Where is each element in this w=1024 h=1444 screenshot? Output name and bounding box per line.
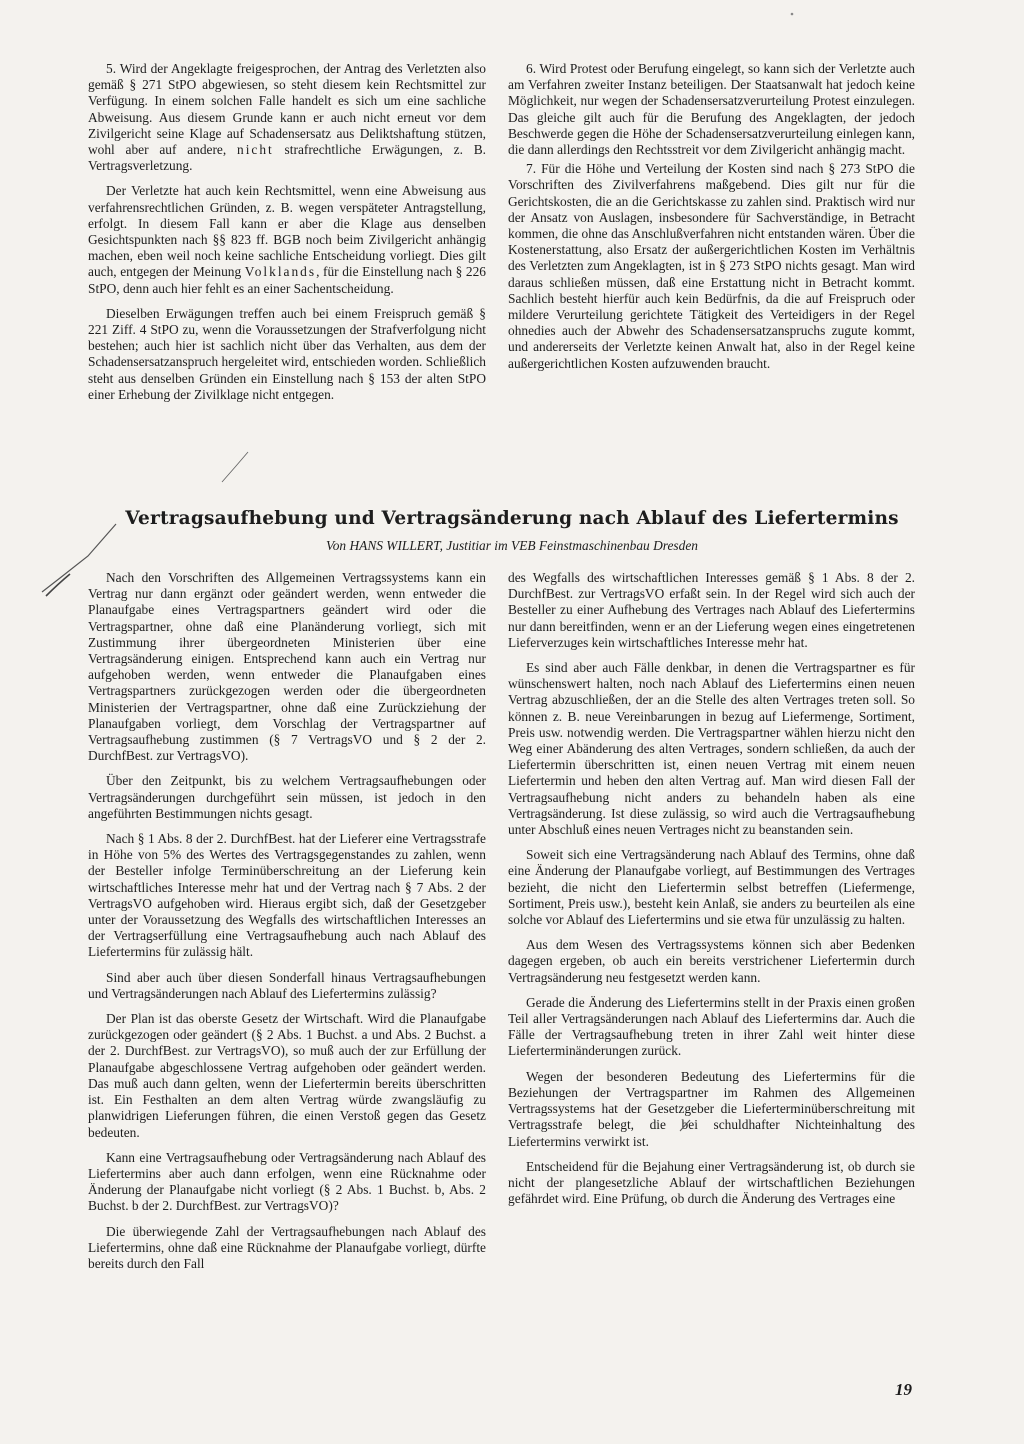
paragraph: Der Plan ist das oberste Gesetz der Wirtschaft. Wird die Planaufgabe zurückgezogen oder geändert (§ 2 Abs. 1 Buchst. a und Abs. 2 Buchst. a der 2. DurchfBest. zur VertragsVO), so muß auch der zur Erfüllung der Planaufgabe abgeschlossene Vertrag aufgehoben oder geändert werden. Das muß auch dann gelten, wenn der Liefertermin bereits überschritten ist. Ein Festhalten an dem alten Vertrag würde zwangsläufig zu planwidrigen Lieferungen führen, die einen Verstoß gegen das Gesetz bedeuten. [88,1011,486,1140]
paragraph: Es sind aber auch Fälle denkbar, in denen die Vertragspartner es für wünschenswert halten, noch nach Ablauf des Liefertermins einen neuen Vertrag abzuschließen, der an die Stelle des alten Vertrages treten soll. So können z. B. neue Vereinbarungen in bezug auf Liefermenge, Sortiment, Preis usw. notwendig werden. Die Vertragspartner wählen hierzu nicht den Weg einer Abänderung des alten Vertrages, sondern schließen, da auch der Liefertermin überschritten ist, einen neuen Vertrag mit einem neuen Liefertermin und heben den alten Vertrag auf. Man wird diesen Fall der Vertragsaufhebung nicht anders zu behandeln haben als eine Vertragsänderung. Ist diese zulässig, so wird auch die Vertragsaufhebung unter Abschluß eines neuen Vertrages nicht zu beanstanden sein. [508,660,915,838]
paragraph: Sind aber auch über diesen Sonderfall hinaus Vertragsaufhebungen und Vertragsänderungen nach Ablauf des Liefertermins zulässig? [88,969,486,1001]
paragraph: Die überwiegende Zahl der Vertragsaufhebungen nach Ablauf des Liefertermins, ohne daß eine Rücknahme der Planaufgabe vorliegt, dürfte bereits durch den Fall [88,1223,486,1271]
paragraph: Dieselben Erwägungen treffen auch bei einem Freispruch gemäß § 221 Ziff. 4 StPO zu, wenn die Voraussetzungen der Strafverfolgung nicht bestehen; auch hier ist sachlich nicht über das Verhalten, aus dem der Schadensersatzanspruch hergeleitet wird, entschieden worden. Schließlich steht aus denselben Gründen ein Einstellung nach § 153 der alten StPO einer Erhebung der Zivilklage nicht entgegen. [88,305,486,402]
top-left-column [88,61,486,412]
paragraph: 6. Wird Protest oder Berufung eingelegt, so kann sich der Verletzte auch am Verfahren zweiter Instanz beteiligen. Der Staatsanwalt hat jedoch keine Möglichkeit, nur wegen der Schadensersatzverurteilung Protest einzulegen. Das gleiche gilt auch für die Berufung des Angeklagten, der jedoch Beschwerde gegen die Höhe der Schadensersatzverurteilung einlegen kann, die dann allerdings den Rechtsstreit vor dem Zivilgericht anhängig macht. [508,61,915,158]
paragraph: 7. Für die Höhe und Verteilung der Kosten sind nach § 273 StPO die Vorschriften des Zivilverfahrens maßgebend. Dies gilt nur für die Gerichtskosten, die an die Gerichtskasse zu zahlen sind. Praktisch wird nur der Ansatz von Auslagen, insbesondere für Sachverständige, in Betracht kommen, die ohne das Anschlußverfahren nicht entstanden wären. Über die Kostenerstattung, also Ersatz der außergerichtlichen Kosten im Verhältnis des Verletzten zum Angeklagten, ist in § 273 StPO nichts gesagt. Man wird daraus schließen müssen, daß eine Erstattung nicht in Betracht kommt. Sachlich besteht hierfür auch kein Bedürfnis, da die auf Freispruch oder mildere Verurteilung gerichtete Tätigkeit des Verteidigers in der Regel ohnedies auch der Abwehr des Schadensersatzanspruchs zugute kommt, und andererseits der Verletzte keinen Anwalt hat, also in der Regel keine außergerichtlichen Kosten aufzuwenden braucht. [508,161,915,371]
paragraph: 5. Wird der Angeklagte freigesprochen, der Antrag des Verletzten also gemäß § 271 StPO abgewiesen, so steht diesem kein Rechtsmittel zur Verfügung. In einem solchen Falle handelt es sich um eine sachliche Abweisung. Aus diesem Grunde kann er auch nicht erneut vor dem Zivilgericht seine Klage auf Schadensersatz aus Deliktshaftung stützen, wohl aber auf andere, nicht strafrechtliche Erwägungen, z. B. Vertragsverletzung. [88,61,486,174]
speck [791,13,794,16]
spaced-word: nicht [237,142,274,158]
pencil-stroke [222,452,248,482]
paragraph: Der Verletzte hat auch kein Rechtsmittel, wenn eine Abweisung aus verfahrensrechtlichen Gründen, z. B. wegen verspäteter Antragstellung, erfolgt. In diesem Fall kann er aber die Klage aus denselben Gesichtspunkten nach §§ 823 ff. BGB noch beim Zivilgericht anhängig machen, eben weil noch keine sachliche Entscheidung vorliegt. Dies gilt auch, entgegen der Meinung Volklands, für die Einstellung nach § 226 StPO, denn auch hier fehlt es an einer Sachentscheidung. [88,183,486,296]
top-right-column [508,61,915,381]
paragraph: Soweit sich eine Vertragsänderung nach Ablauf des Termins, ohne daß eine Änderung der Planaufgabe vorliegt, auf Bestimmungen des Vertrages bezieht, die nicht den Liefertermin selbst betreffen (Liefermenge, Sortiment, Preis usw.), besteht kein Anlaß, sie anders zu beurteilen als eine solche vor Ablauf des Liefertermins und sie etwa für unzulässig zu halten. [508,847,915,928]
paragraph: Kann eine Vertragsaufhebung oder Vertragsänderung nach Ablauf des Liefertermins aber auch dann erfolgen, wenn eine Rücknahme oder Änderung der Planaufgabe nicht vorliegt (§ 2 Abs. 1 Buchst. b, Abs. 2 Buchst. b der 2. DurchfBest. zur VertragsVO)? [88,1149,486,1214]
paragraph: Nach den Vorschriften des Allgemeinen Vertragssystems kann ein Vertrag nur dann ergänzt oder geändert werden, wenn entweder die Planaufgabe eines Vertragspartners geändert wird oder die Vertragspartner, ohne daß eine Planänderung vorliegt, sich mit Zustimmung ihrer übergeordneten Ministerien über eine Vertragsänderung einigen. Entsprechend kann auch ein Vertrag nur aufgehoben werden, wenn entweder die Planaufgaben eines Vertragspartners zurückgezogen werden oder die übergeordneten Ministerien der Vertragspartner, ohne daß eine Zurückziehung der Planaufgaben vorliegt, dem Vorschlag der Vertragspartner auf Vertragsaufhebung zustimmen (§ 7 VertragsVO und § 2 der 2. DurchfBest. zur VertragsVO). [88,570,486,764]
paragraph: Aus dem Wesen des Vertragssystems können sich aber Bedenken dagegen ergeben, ob auch ein bereits verstrichener Liefertermin durch Vertragsänderung neu festgesetzt werden kann. [508,937,915,985]
pencil-hook [46,574,70,596]
paragraph: Wegen der besonderen Bedeutung des Liefertermins für die Beziehungen der Vertragspartner im Rahmen des Allgemeinen Vertragssystems hat der Gesetzgeber die Lieferterminüberschreitung mit Vertragsstrafe belegt, die bei schuldhafter Nichteinhaltung des Liefertermins verwirkt ist. [508,1068,915,1149]
article-byline: Von HANS WILLERT, Justitiar im VEB Feinstmaschinenbau Dresden [326,538,698,553]
paragraph: Nach § 1 Abs. 8 der 2. DurchfBest. hat der Lieferer eine Vertragsstrafe in Höhe von 5% des Wertes des Vertragsgegenstandes zu zahlen, wenn der Besteller infolge Terminüberschreitung an der Lieferung kein wirtschaftliches Interesse mehr hat und der Vertrag nach § 7 Abs. 2 der VertragsVO aufgehoben wird. Hieraus ergibt sich, daß der Gesetzgeber unter der Voraussetzung des Wegfalls des wirtschaftlichen Interesses an der Vertragserfüllung eine Vertragsaufhebung auch nach Ablauf des Liefertermins für zulässig hält. [88,831,486,960]
spaced-word: Volklands [244,264,317,280]
paragraph: des Wegfalls des wirtschaftlichen Interesses gemäß § 1 Abs. 8 der 2. DurchfBest. zur VertragsVO erfaßt sein. In der Regel wird sich auch der Besteller zu einer Aufhebung des Vertrages nach Ablauf des Liefertermins nur dann bereitfinden, wenn er an der Lieferung wegen eines eingetretenen Lieferverzuges kein wirtschaftliches Interesse mehr hat. [508,570,915,650]
paragraph: Entscheidend für die Bejahung einer Vertragsänderung ist, ob durch sie nicht der plangesetzliche Ablauf der wirtschaftlichen Beziehungen gefährdet wird. Eine Prüfung, ob durch die Änderung des Vertrages eine [508,1158,915,1207]
article-right-column [508,570,915,1216]
paragraph: Gerade die Änderung des Liefertermins stellt in der Praxis einen großen Teil aller Vertragsänderungen nach Ablauf des Liefertermins dar. Auch die Fälle der Vertragsaufhebung treten in ihrer Zahl weit hinter diese Lieferterminänderungen zurück. [508,994,915,1059]
article-left-column [88,570,486,1281]
page-number: 19 [895,1380,912,1399]
article-title: Vertragsaufhebung und Vertragsänderung nach Ablauf des Liefertermins [125,508,899,529]
paragraph: Über den Zeitpunkt, bis zu welchem Vertragsaufhebungen oder Vertragsänderungen durchgeführt sein müssen, ist jedoch in den angeführten Bestimmungen nichts gesagt. [88,773,486,821]
